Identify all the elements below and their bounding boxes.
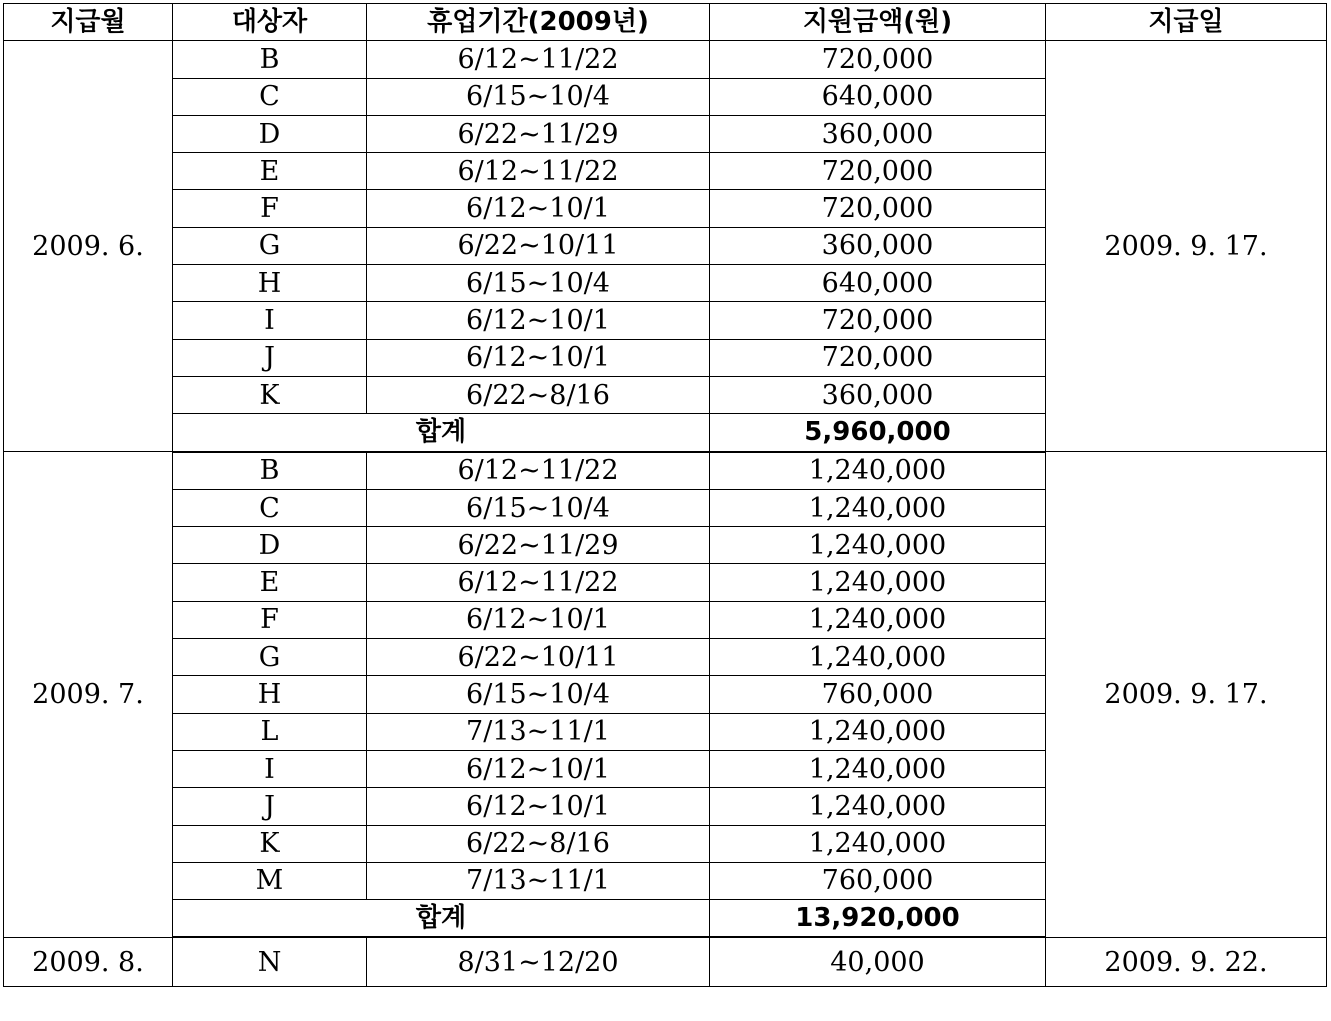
target-cell: J <box>173 339 367 376</box>
target-cell: E <box>173 153 367 190</box>
period-cell: 6/15~10/4 <box>367 676 710 713</box>
period-cell: 6/12~10/1 <box>367 750 710 787</box>
target-cell: J <box>173 788 367 825</box>
target-cell: G <box>173 639 367 676</box>
amount-cell: 720,000 <box>710 339 1046 376</box>
header-month: 지급월 <box>4 4 173 41</box>
period-cell: 6/12~11/22 <box>367 564 710 601</box>
amount-cell: 360,000 <box>710 376 1046 413</box>
total-value: 5,960,000 <box>710 414 1046 452</box>
amount-cell: 1,240,000 <box>710 825 1046 862</box>
total-value: 13,920,000 <box>710 900 1046 938</box>
amount-cell: 1,240,000 <box>710 639 1046 676</box>
target-cell: M <box>173 862 367 899</box>
amount-cell: 1,240,000 <box>710 713 1046 750</box>
pay-date-cell: 2009. 9. 17. <box>1046 452 1327 938</box>
amount-cell: 1,240,000 <box>710 788 1046 825</box>
period-cell: 6/15~10/4 <box>367 78 710 115</box>
amount-cell: 360,000 <box>710 115 1046 152</box>
amount-cell: 1,240,000 <box>710 527 1046 564</box>
period-cell: 8/31~12/20 <box>367 937 710 987</box>
month-cell: 2009. 8. <box>4 937 173 987</box>
target-cell: K <box>173 376 367 413</box>
period-cell: 6/22~8/16 <box>367 825 710 862</box>
target-cell: K <box>173 825 367 862</box>
period-cell: 6/15~10/4 <box>367 489 710 526</box>
total-label: 합계 <box>173 900 710 938</box>
period-cell: 7/13~11/1 <box>367 713 710 750</box>
target-cell: G <box>173 227 367 264</box>
amount-cell: 760,000 <box>710 676 1046 713</box>
target-cell: F <box>173 190 367 227</box>
target-cell: I <box>173 750 367 787</box>
target-cell: C <box>173 78 367 115</box>
amount-cell: 720,000 <box>710 190 1046 227</box>
amount-cell: 720,000 <box>710 302 1046 339</box>
period-cell: 6/22~8/16 <box>367 376 710 413</box>
period-cell: 6/12~10/1 <box>367 190 710 227</box>
month-cell: 2009. 7. <box>4 452 173 938</box>
amount-cell: 1,240,000 <box>710 601 1046 638</box>
month-cell: 2009. 6. <box>4 41 173 452</box>
table-row <box>4 452 1327 490</box>
table-row <box>4 41 1327 78</box>
amount-cell: 1,240,000 <box>710 452 1046 490</box>
period-cell: 6/12~10/1 <box>367 339 710 376</box>
target-cell: B <box>173 452 367 490</box>
target-cell: B <box>173 41 367 78</box>
target-cell: H <box>173 265 367 302</box>
period-cell: 6/12~10/1 <box>367 601 710 638</box>
amount-cell: 40,000 <box>710 937 1046 987</box>
header-pay-date: 지급일 <box>1046 4 1327 41</box>
amount-cell: 640,000 <box>710 78 1046 115</box>
target-cell: L <box>173 713 367 750</box>
header-amount: 지원금액(원) <box>710 4 1046 41</box>
period-cell: 6/12~11/22 <box>367 41 710 78</box>
pay-date-cell: 2009. 9. 17. <box>1046 41 1327 452</box>
target-cell: E <box>173 564 367 601</box>
period-cell: 6/22~11/29 <box>367 527 710 564</box>
period-cell: 6/15~10/4 <box>367 265 710 302</box>
table-body <box>4 41 1327 987</box>
target-cell: D <box>173 115 367 152</box>
total-label: 합계 <box>173 414 710 452</box>
target-cell: I <box>173 302 367 339</box>
amount-cell: 1,240,000 <box>710 564 1046 601</box>
period-cell: 7/13~11/1 <box>367 862 710 899</box>
amount-cell: 760,000 <box>710 862 1046 899</box>
table-row <box>4 937 1327 987</box>
amount-cell: 720,000 <box>710 41 1046 78</box>
period-cell: 6/12~10/1 <box>367 302 710 339</box>
period-cell: 6/22~11/29 <box>367 115 710 152</box>
amount-cell: 1,240,000 <box>710 750 1046 787</box>
target-cell: D <box>173 527 367 564</box>
amount-cell: 360,000 <box>710 227 1046 264</box>
target-cell: C <box>173 489 367 526</box>
target-cell: H <box>173 676 367 713</box>
amount-cell: 640,000 <box>710 265 1046 302</box>
target-cell: F <box>173 601 367 638</box>
header-period: 휴업기간(2009년) <box>367 4 710 41</box>
period-cell: 6/12~11/22 <box>367 452 710 490</box>
header-row <box>4 4 1327 41</box>
period-cell: 6/22~10/11 <box>367 639 710 676</box>
amount-cell: 720,000 <box>710 153 1046 190</box>
period-cell: 6/12~11/22 <box>367 153 710 190</box>
period-cell: 6/22~10/11 <box>367 227 710 264</box>
header-target: 대상자 <box>173 4 367 41</box>
period-cell: 6/12~10/1 <box>367 788 710 825</box>
amount-cell: 1,240,000 <box>710 489 1046 526</box>
support-payment-table <box>3 3 1327 987</box>
target-cell: N <box>173 937 367 987</box>
pay-date-cell: 2009. 9. 22. <box>1046 937 1327 987</box>
